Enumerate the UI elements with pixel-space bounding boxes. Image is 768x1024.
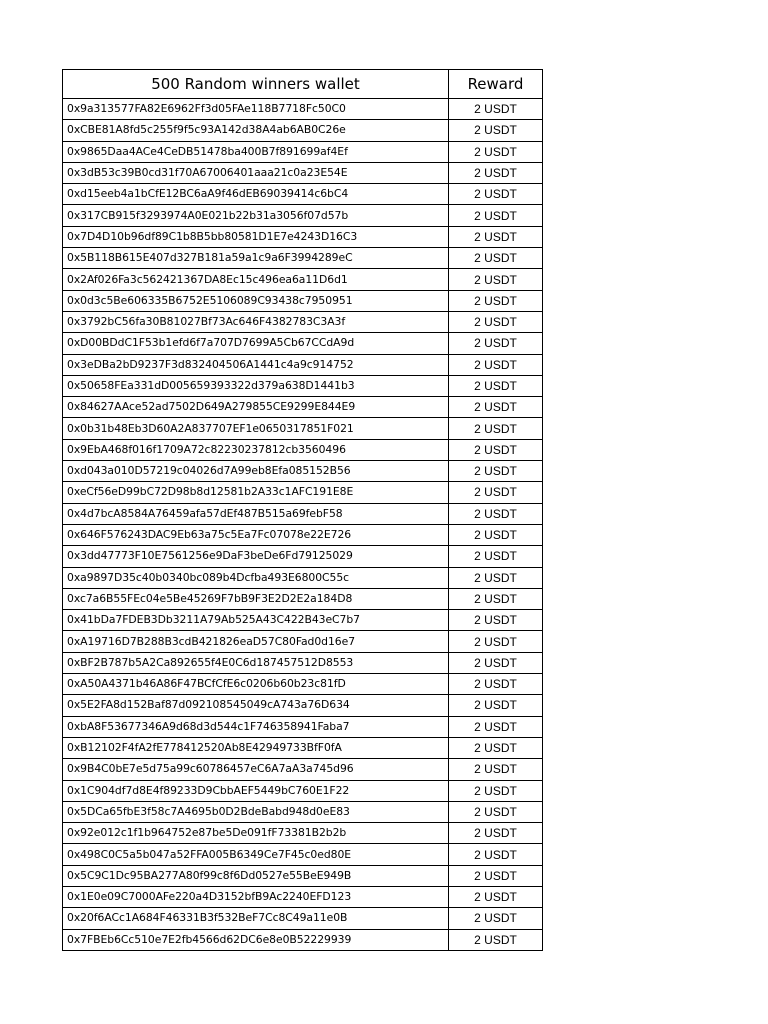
wallet-address-cell: 0xD00BDdC1F53b1efd6f7a707D7699A5Cb67CCdA9d	[63, 333, 449, 354]
wallet-address-cell: 0xd15eeb4a1bCfE12BC6aA9f46dEB69039414c6bC4	[63, 184, 449, 205]
reward-cell: 2 USDT	[449, 354, 543, 375]
reward-cell: 2 USDT	[449, 737, 543, 758]
table-row	[63, 248, 543, 269]
reward-cell: 2 USDT	[449, 801, 543, 822]
wallet-address-cell: 0xd043a010D57219c04026d7A99eb8Efa085152B56	[63, 461, 449, 482]
wallet-address-cell: 0x498C0C5a5b047a52FFA005B6349Ce7F45c0ed80E	[63, 844, 449, 865]
wallet-address-cell: 0xeCf56eD99bC72D98b8d12581b2A33c1AFC191E8E	[63, 482, 449, 503]
reward-column-header: Reward	[449, 70, 543, 99]
table-row	[63, 631, 543, 652]
wallet-address-cell: 0xBF2B787b5A2Ca892655f4E0C6d187457512D8553	[63, 652, 449, 673]
wallet-address-cell: 0x1E0e09C7000AFe220a4D3152bfB9Ac2240EFD123	[63, 886, 449, 907]
table-row	[63, 482, 543, 503]
reward-cell: 2 USDT	[449, 865, 543, 886]
table-row	[63, 801, 543, 822]
table-row	[63, 737, 543, 758]
table-row	[63, 503, 543, 524]
reward-cell: 2 USDT	[449, 524, 543, 545]
wallet-address-cell: 0x20f6ACc1A684F46331B3f532BeF7Cc8C49a11e0B	[63, 908, 449, 929]
table-row	[63, 844, 543, 865]
table-row	[63, 141, 543, 162]
reward-cell: 2 USDT	[449, 610, 543, 631]
wallet-address-cell: 0x317CB915f3293974A0E021b22b31a3056f07d57b	[63, 205, 449, 226]
table-row	[63, 333, 543, 354]
wallet-address-cell: 0xbA8F53677346A9d68d3d544c1F746358941Faba7	[63, 716, 449, 737]
wallet-address-cell: 0x1C904df7d8E4f89233D9CbbAEF5449bC760E1F22	[63, 780, 449, 801]
wallet-address-cell: 0xCBE81A8fd5c255f9f5c93A142d38A4ab6AB0C26e	[63, 120, 449, 141]
reward-cell: 2 USDT	[449, 780, 543, 801]
reward-cell: 2 USDT	[449, 290, 543, 311]
table-row	[63, 674, 543, 695]
reward-cell: 2 USDT	[449, 908, 543, 929]
table-row	[63, 397, 543, 418]
reward-cell: 2 USDT	[449, 503, 543, 524]
wallet-address-cell: 0x9B4C0bE7e5d75a99c60786457eC6A7aA3a745d96	[63, 759, 449, 780]
reward-cell: 2 USDT	[449, 418, 543, 439]
table-row	[63, 524, 543, 545]
reward-cell: 2 USDT	[449, 567, 543, 588]
table-row	[63, 418, 543, 439]
reward-cell: 2 USDT	[449, 631, 543, 652]
reward-cell: 2 USDT	[449, 652, 543, 673]
reward-cell: 2 USDT	[449, 716, 543, 737]
wallet-address-cell: 0x5B118B615E407d327B181a59a1c9a6F3994289eC	[63, 248, 449, 269]
reward-cell: 2 USDT	[449, 333, 543, 354]
wallet-address-cell: 0x0b31b48Eb3D60A2A837707EF1e0650317851F021	[63, 418, 449, 439]
wallet-address-cell: 0xB12102F4fA2fE778412520Ab8E42949733BfF0fA	[63, 737, 449, 758]
table-row	[63, 865, 543, 886]
wallet-address-cell: 0x7D4D10b96df89C1b8B5bb80581D1E7e4243D16C3	[63, 226, 449, 247]
wallet-address-cell: 0x2Af026Fa3c562421367DA8Ec15c496ea6a11D6d1	[63, 269, 449, 290]
table-row	[63, 99, 543, 120]
wallet-address-cell: 0xA19716D7B288B3cdB421826eaD57C80Fad0d16e7	[63, 631, 449, 652]
table-row	[63, 929, 543, 950]
reward-cell: 2 USDT	[449, 844, 543, 865]
reward-cell: 2 USDT	[449, 759, 543, 780]
table-row	[63, 290, 543, 311]
table-row	[63, 205, 543, 226]
wallet-address-cell: 0x3dB53c39B0cd31f70A67006401aaa21c0a23E54E	[63, 162, 449, 183]
wallet-address-cell: 0xa9897D35c40b0340bc089b4Dcfba493E6800C55c	[63, 567, 449, 588]
wallet-address-cell: 0x41bDa7FDEB3Db3211A79Ab525A43C422B43eC7b7	[63, 610, 449, 631]
table-row	[63, 439, 543, 460]
table-body	[63, 99, 543, 951]
table-row	[63, 461, 543, 482]
reward-cell: 2 USDT	[449, 375, 543, 396]
wallet-address-cell: 0x3eDBa2bD9237F3d832404506A1441c4a9c914752	[63, 354, 449, 375]
table-row	[63, 567, 543, 588]
wallet-address-cell: 0x84627AAce52ad7502D649A279855CE9299E844E9	[63, 397, 449, 418]
reward-cell: 2 USDT	[449, 439, 543, 460]
table-row	[63, 226, 543, 247]
table-row	[63, 610, 543, 631]
table-row	[63, 120, 543, 141]
reward-cell: 2 USDT	[449, 226, 543, 247]
reward-cell: 2 USDT	[449, 886, 543, 907]
reward-cell: 2 USDT	[449, 184, 543, 205]
wallet-address-cell: 0xc7a6B55FEc04e5Be45269F7bB9F3E2D2E2a184D8	[63, 588, 449, 609]
reward-cell: 2 USDT	[449, 141, 543, 162]
table-row	[63, 716, 543, 737]
wallet-address-cell: 0x5E2FA8d152Baf87d092108545049cA743a76D634	[63, 695, 449, 716]
table-row	[63, 908, 543, 929]
table-row	[63, 546, 543, 567]
wallet-address-cell: 0x4d7bcA8584A76459afa57dEf487B515a69febF58	[63, 503, 449, 524]
reward-cell: 2 USDT	[449, 248, 543, 269]
wallet-address-cell: 0x3dd47773F10E7561256e9DaF3beDe6Fd79125029	[63, 546, 449, 567]
reward-cell: 2 USDT	[449, 162, 543, 183]
wallet-address-cell: 0x7FBEb6Cc510e7E2fb4566d62DC6e8e0B52229939	[63, 929, 449, 950]
wallet-address-cell: 0x92e012c1f1b964752e87be5De091fF73381B2b2b	[63, 823, 449, 844]
wallet-address-cell: 0x9a313577FA82E6962Ff3d05FAe118B7718Fc50C0	[63, 99, 449, 120]
wallet-address-cell: 0x50658FEa331dD005659393322d379a638D1441b3	[63, 375, 449, 396]
table-row	[63, 886, 543, 907]
reward-cell: 2 USDT	[449, 546, 543, 567]
wallet-address-cell: 0x0d3c5Be606335B6752E5106089C93438c7950951	[63, 290, 449, 311]
reward-cell: 2 USDT	[449, 397, 543, 418]
wallet-address-cell: 0x5DCa65fbE3f58c7A4695b0D2BdeBabd948d0eE83	[63, 801, 449, 822]
table-row	[63, 759, 543, 780]
table-row	[63, 695, 543, 716]
table-row	[63, 652, 543, 673]
wallet-address-cell: 0x3792bC56fa30B81027Bf73Ac646F4382783C3A3f	[63, 311, 449, 332]
reward-cell: 2 USDT	[449, 482, 543, 503]
wallet-address-cell: 0x9865Daa4ACe4CeDB51478ba400B7f891699af4Ef	[63, 141, 449, 162]
table-row	[63, 780, 543, 801]
table-row	[63, 162, 543, 183]
reward-cell: 2 USDT	[449, 823, 543, 844]
reward-cell: 2 USDT	[449, 929, 543, 950]
reward-cell: 2 USDT	[449, 695, 543, 716]
wallet-address-cell: 0x5C9C1Dc95BA277A80f99c8f6Dd0527e55BeE949B	[63, 865, 449, 886]
reward-cell: 2 USDT	[449, 205, 543, 226]
table-row	[63, 269, 543, 290]
table-row	[63, 375, 543, 396]
table-row	[63, 354, 543, 375]
winners-table	[62, 69, 543, 951]
table-row	[63, 184, 543, 205]
wallet-address-cell: 0xA50A4371b46A86F47BCfCfE6c0206b60b23c81fD	[63, 674, 449, 695]
header-row	[63, 70, 543, 99]
reward-cell: 2 USDT	[449, 588, 543, 609]
table-row	[63, 311, 543, 332]
wallet-column-header: 500 Random winners wallet	[63, 70, 449, 99]
reward-cell: 2 USDT	[449, 269, 543, 290]
table-row	[63, 588, 543, 609]
wallet-address-cell: 0x646F576243DAC9Eb63a75c5Ea7Fc07078e22E726	[63, 524, 449, 545]
reward-cell: 2 USDT	[449, 461, 543, 482]
reward-cell: 2 USDT	[449, 311, 543, 332]
reward-cell: 2 USDT	[449, 674, 543, 695]
reward-cell: 2 USDT	[449, 120, 543, 141]
table-row	[63, 823, 543, 844]
wallet-address-cell: 0x9EbA468f016f1709A72c82230237812cb3560496	[63, 439, 449, 460]
reward-cell: 2 USDT	[449, 99, 543, 120]
